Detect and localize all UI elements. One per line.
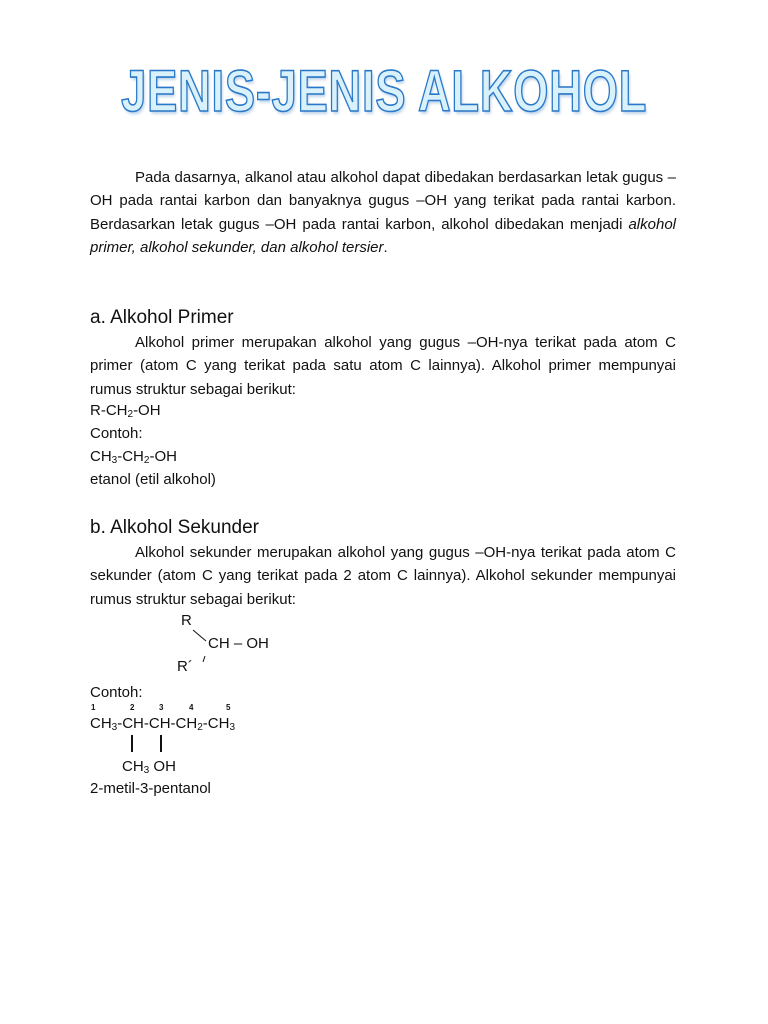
carbon-number: 4 <box>189 703 194 712</box>
primer-formula <box>90 399 161 422</box>
carbon-number: 5 <box>226 703 231 712</box>
heading-alkohol-sekunder: b. Alkohol Sekunder <box>90 517 260 538</box>
bond-line-lower <box>203 656 205 662</box>
primer-example-name: etanol (etil alkohol) <box>90 471 216 488</box>
formula-part: OH <box>149 758 176 775</box>
formula-part: R-CH <box>90 402 128 419</box>
intro-italic-text: alkohol primer, alkohol sekunder, dan alkohol tersier <box>90 215 676 257</box>
sekunder-example-name: 2-metil-3-pentanol <box>90 780 211 797</box>
page-title: JENIS-JENIS ALKOHOL <box>121 59 647 124</box>
structure-r2: R´ <box>177 658 193 675</box>
sekunder-paragraph <box>90 541 676 611</box>
formula-part: -CH <box>202 715 230 732</box>
formula-part: -OH <box>149 448 177 465</box>
title-container <box>0 58 768 125</box>
primer-contoh-label: Contoh: <box>90 425 143 442</box>
primer-example-formula <box>90 445 177 468</box>
branch-bond-hydroxyl <box>160 735 162 752</box>
formula-subscript: 3 <box>111 455 118 466</box>
formula-part: CH <box>90 715 112 732</box>
formula-subscript: 3 <box>143 765 150 776</box>
bond-line-upper <box>193 630 206 641</box>
formula-part: CH <box>90 448 112 465</box>
primer-paragraph-text: Alkohol primer merupakan alkohol yang gugus –OH-nya terikat pada atom C primer (atom C yang terikat pada satu atom C lainnya). Alkohol primer mempunyai rumus struktur sebagai berikut: <box>90 334 676 398</box>
primer-paragraph <box>90 331 676 401</box>
branch-bond-methyl <box>131 735 133 752</box>
carbon-number: 1 <box>91 703 96 712</box>
structure-r1: R <box>181 612 192 629</box>
carbon-number: 2 <box>130 703 135 712</box>
formula-subscript: 2 <box>127 409 134 420</box>
sekunder-contoh-label: Contoh: <box>90 684 143 701</box>
intro-paragraph <box>90 166 676 260</box>
formula-part: CH <box>122 758 144 775</box>
formula-subscript: 2 <box>197 722 203 733</box>
formula-part: -CH <box>117 448 144 465</box>
formula-subscript: 3 <box>229 722 236 733</box>
intro-text-end: . <box>383 239 388 257</box>
heading-alkohol-primer: a. Alkohol Primer <box>90 307 234 328</box>
formula-part: -OH <box>133 402 161 419</box>
structure-ch-oh: CH – OH <box>208 635 269 652</box>
formula-subscript: 2 <box>143 455 150 466</box>
intro-text: Pada dasarnya, alkanol atau alkohol dapat dibedakan berdasarkan letak gugus –OH pada rantai karbon dan banyaknya gugus –OH yang terikat pada rantai karbon. Berdasarkan letak gugus –OH pada rantai karbon, alkohol dibedakan menjadi <box>90 169 676 233</box>
sekunder-paragraph-text: Alkohol sekunder merupakan alkohol yang gugus –OH-nya terikat pada atom C sekunder (atom C yang terikat pada 2 atom C lainnya). Alkohol sekunder mempunyai rumus struktur sebagai berikut: <box>90 544 676 608</box>
carbon-number: 3 <box>159 703 164 712</box>
sekunder-chain-formula <box>90 712 235 735</box>
sekunder-branch-groups <box>122 755 176 778</box>
formula-subscript: 3 <box>111 722 118 733</box>
formula-part: -CH-CH-CH <box>117 715 198 732</box>
